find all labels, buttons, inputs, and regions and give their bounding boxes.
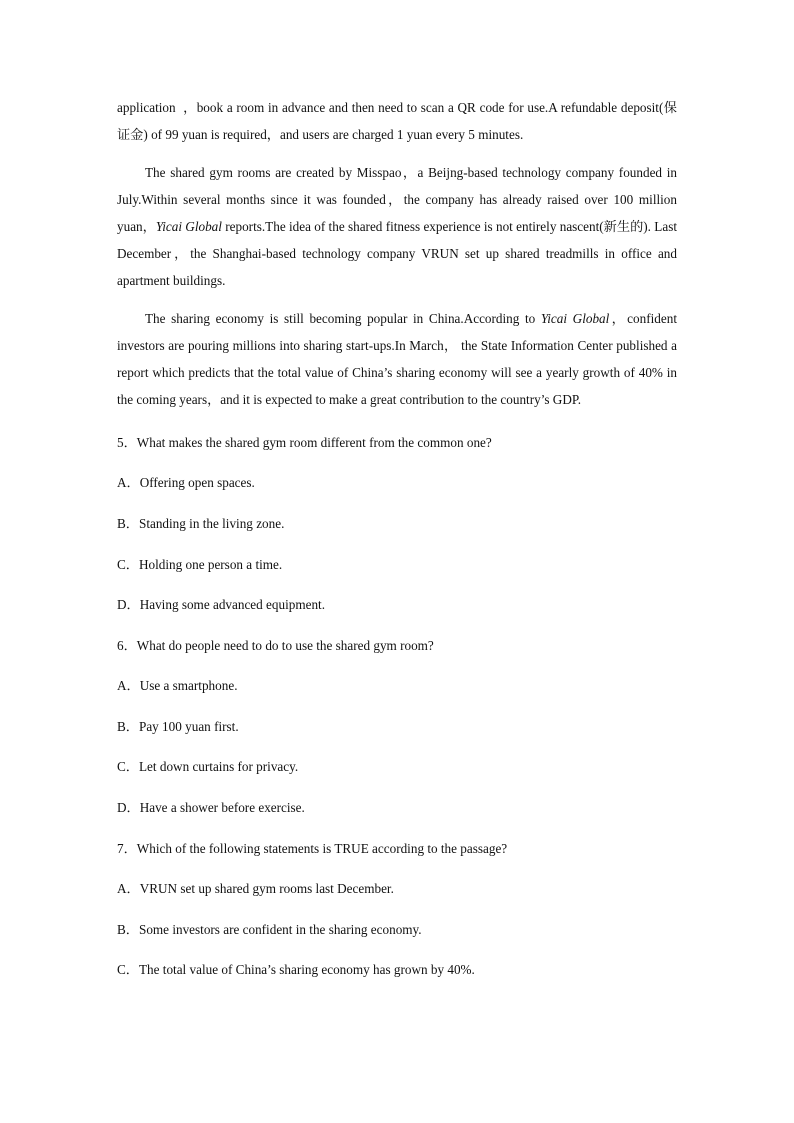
answer-option: C．The total value of China’s sharing economy has grown by 40%.: [117, 962, 475, 977]
answer-option: A．Use a smartphone.: [117, 678, 238, 693]
paragraph-text: The shared gym rooms are created by Misspao，a Beijng-based technology company founded in July.Within several months since it was founded，the company has already raised over 100 million yuan，: [117, 165, 677, 234]
answer-option: B．Pay 100 yuan first.: [117, 719, 239, 734]
paragraph-text: application ，book a room in advance and then need to scan a QR code for use.A refundable deposit(保证金) of 99 yuan is required，and users are charged 1 yuan every 5 minutes.: [117, 100, 677, 142]
source-name: Yicai Global: [540, 311, 610, 326]
passage-paragraph-3: [117, 305, 677, 413]
answer-option: C．Holding one person a time.: [117, 557, 283, 572]
answer-option: B．Some investors are confident in the sharing economy.: [117, 922, 422, 937]
answer-option: A．VRUN set up shared gym rooms last December.: [117, 881, 394, 896]
passage-paragraph-2: [117, 159, 677, 294]
document-page: [117, 94, 677, 980]
source-name: Yicai Global: [155, 219, 222, 234]
question-stem: 6．What do people need to do to use the shared gym room?: [117, 638, 434, 653]
answer-option: A．Offering open spaces.: [117, 475, 255, 490]
question-stem: 5．What makes the shared gym room different from the common one?: [117, 435, 492, 450]
answer-option: C．Let down curtains for privacy.: [117, 759, 299, 774]
answer-option: D．Have a shower before exercise.: [117, 800, 305, 815]
question-stem: 7．Which of the following statements is TRUE according to the passage?: [117, 841, 508, 856]
question-list: [117, 433, 677, 980]
answer-option: D．Having some advanced equipment.: [117, 597, 326, 612]
answer-option: B．Standing in the living zone.: [117, 516, 285, 531]
paragraph-text: reports.The idea of the shared fitness experience is not entirely nascent(新生的). Last December，the Shanghai-based technology company VRUN set up shared treadmills in office and apartment buildings.: [117, 219, 677, 288]
paragraph-text: ，confident investors are pouring millions into sharing start-ups.In March， the State Information Center published a report which predicts that the total value of China’s sharing economy will see a yearly growth of 40% in the coming years，and it is expected to make a great contribution to the country’s GDP.: [117, 311, 677, 407]
paragraph-text: The sharing economy is still becoming popular in China.According to: [145, 311, 541, 326]
passage-paragraph-1: [117, 94, 677, 148]
